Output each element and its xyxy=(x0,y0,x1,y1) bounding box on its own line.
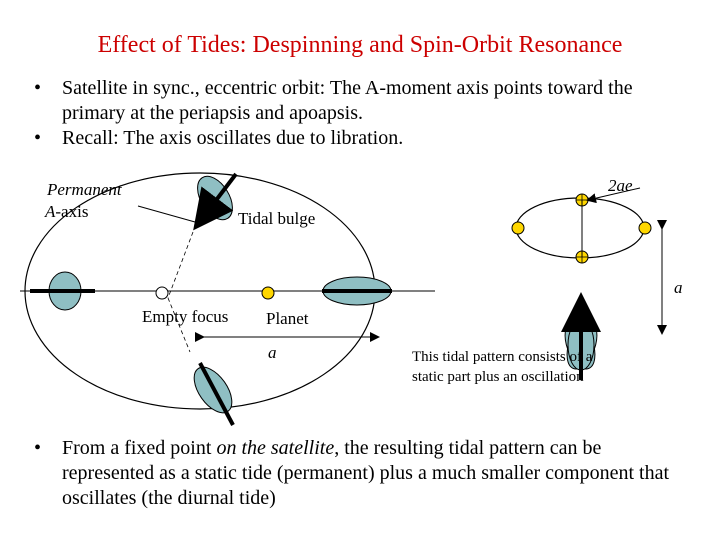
bullet-text: Satellite in sync., eccentric orbit: The A-moment axis points toward the primary at the periapsis and apoapsis. xyxy=(62,77,633,124)
satellite-top xyxy=(190,170,239,226)
permanent-label-line1: Permanent xyxy=(47,180,122,199)
slide-title: Effect of Tides: Despinning and Spin-Orbit Resonance xyxy=(97,32,623,58)
bullet-dot: • xyxy=(34,127,42,149)
empty-focus-label: Empty focus xyxy=(142,307,229,326)
empty-focus-marker xyxy=(156,287,168,299)
bullet-text-pre: From a fixed point xyxy=(62,437,217,459)
satellite-left xyxy=(30,272,95,310)
bullet-text-italic: on the satellite xyxy=(216,437,335,459)
bullet-list-bottom xyxy=(30,436,690,511)
satellite-right xyxy=(322,277,392,305)
two-ae-label: 2ae xyxy=(608,176,633,195)
bullet-dot: • xyxy=(34,77,42,99)
permanent-label-axis: -axis xyxy=(55,202,89,221)
planet-label: Planet xyxy=(266,309,309,328)
permanent-axis-pointer xyxy=(138,206,195,222)
bullet-text-post: , the resulting tidal pattern can be represented as a static tide (permanent) plus a much smaller component that oscillates (the diurnal tide) xyxy=(62,437,670,509)
small-orbit-ellipse xyxy=(516,198,644,258)
tidal-note: This tidal pattern consists of a static part plus an oscillation xyxy=(412,349,593,385)
bullet-dot: • xyxy=(34,437,42,459)
permanent-label-line2 xyxy=(45,202,88,222)
a-axis-dashed-line xyxy=(168,232,193,298)
permanent-label-a: A xyxy=(45,202,56,221)
bullet-item xyxy=(30,436,690,511)
small-orbit-apoapsis xyxy=(512,222,524,234)
small-orbit-periapsis xyxy=(639,222,651,234)
a-label-left: a xyxy=(268,343,277,362)
satellite-bottom xyxy=(187,361,240,425)
planet-marker xyxy=(262,287,274,299)
a-label-right: a xyxy=(674,278,683,297)
tidal-bulge-label: Tidal bulge xyxy=(238,209,316,228)
bullet-text: Recall: The axis oscillates due to libration. xyxy=(62,127,404,149)
